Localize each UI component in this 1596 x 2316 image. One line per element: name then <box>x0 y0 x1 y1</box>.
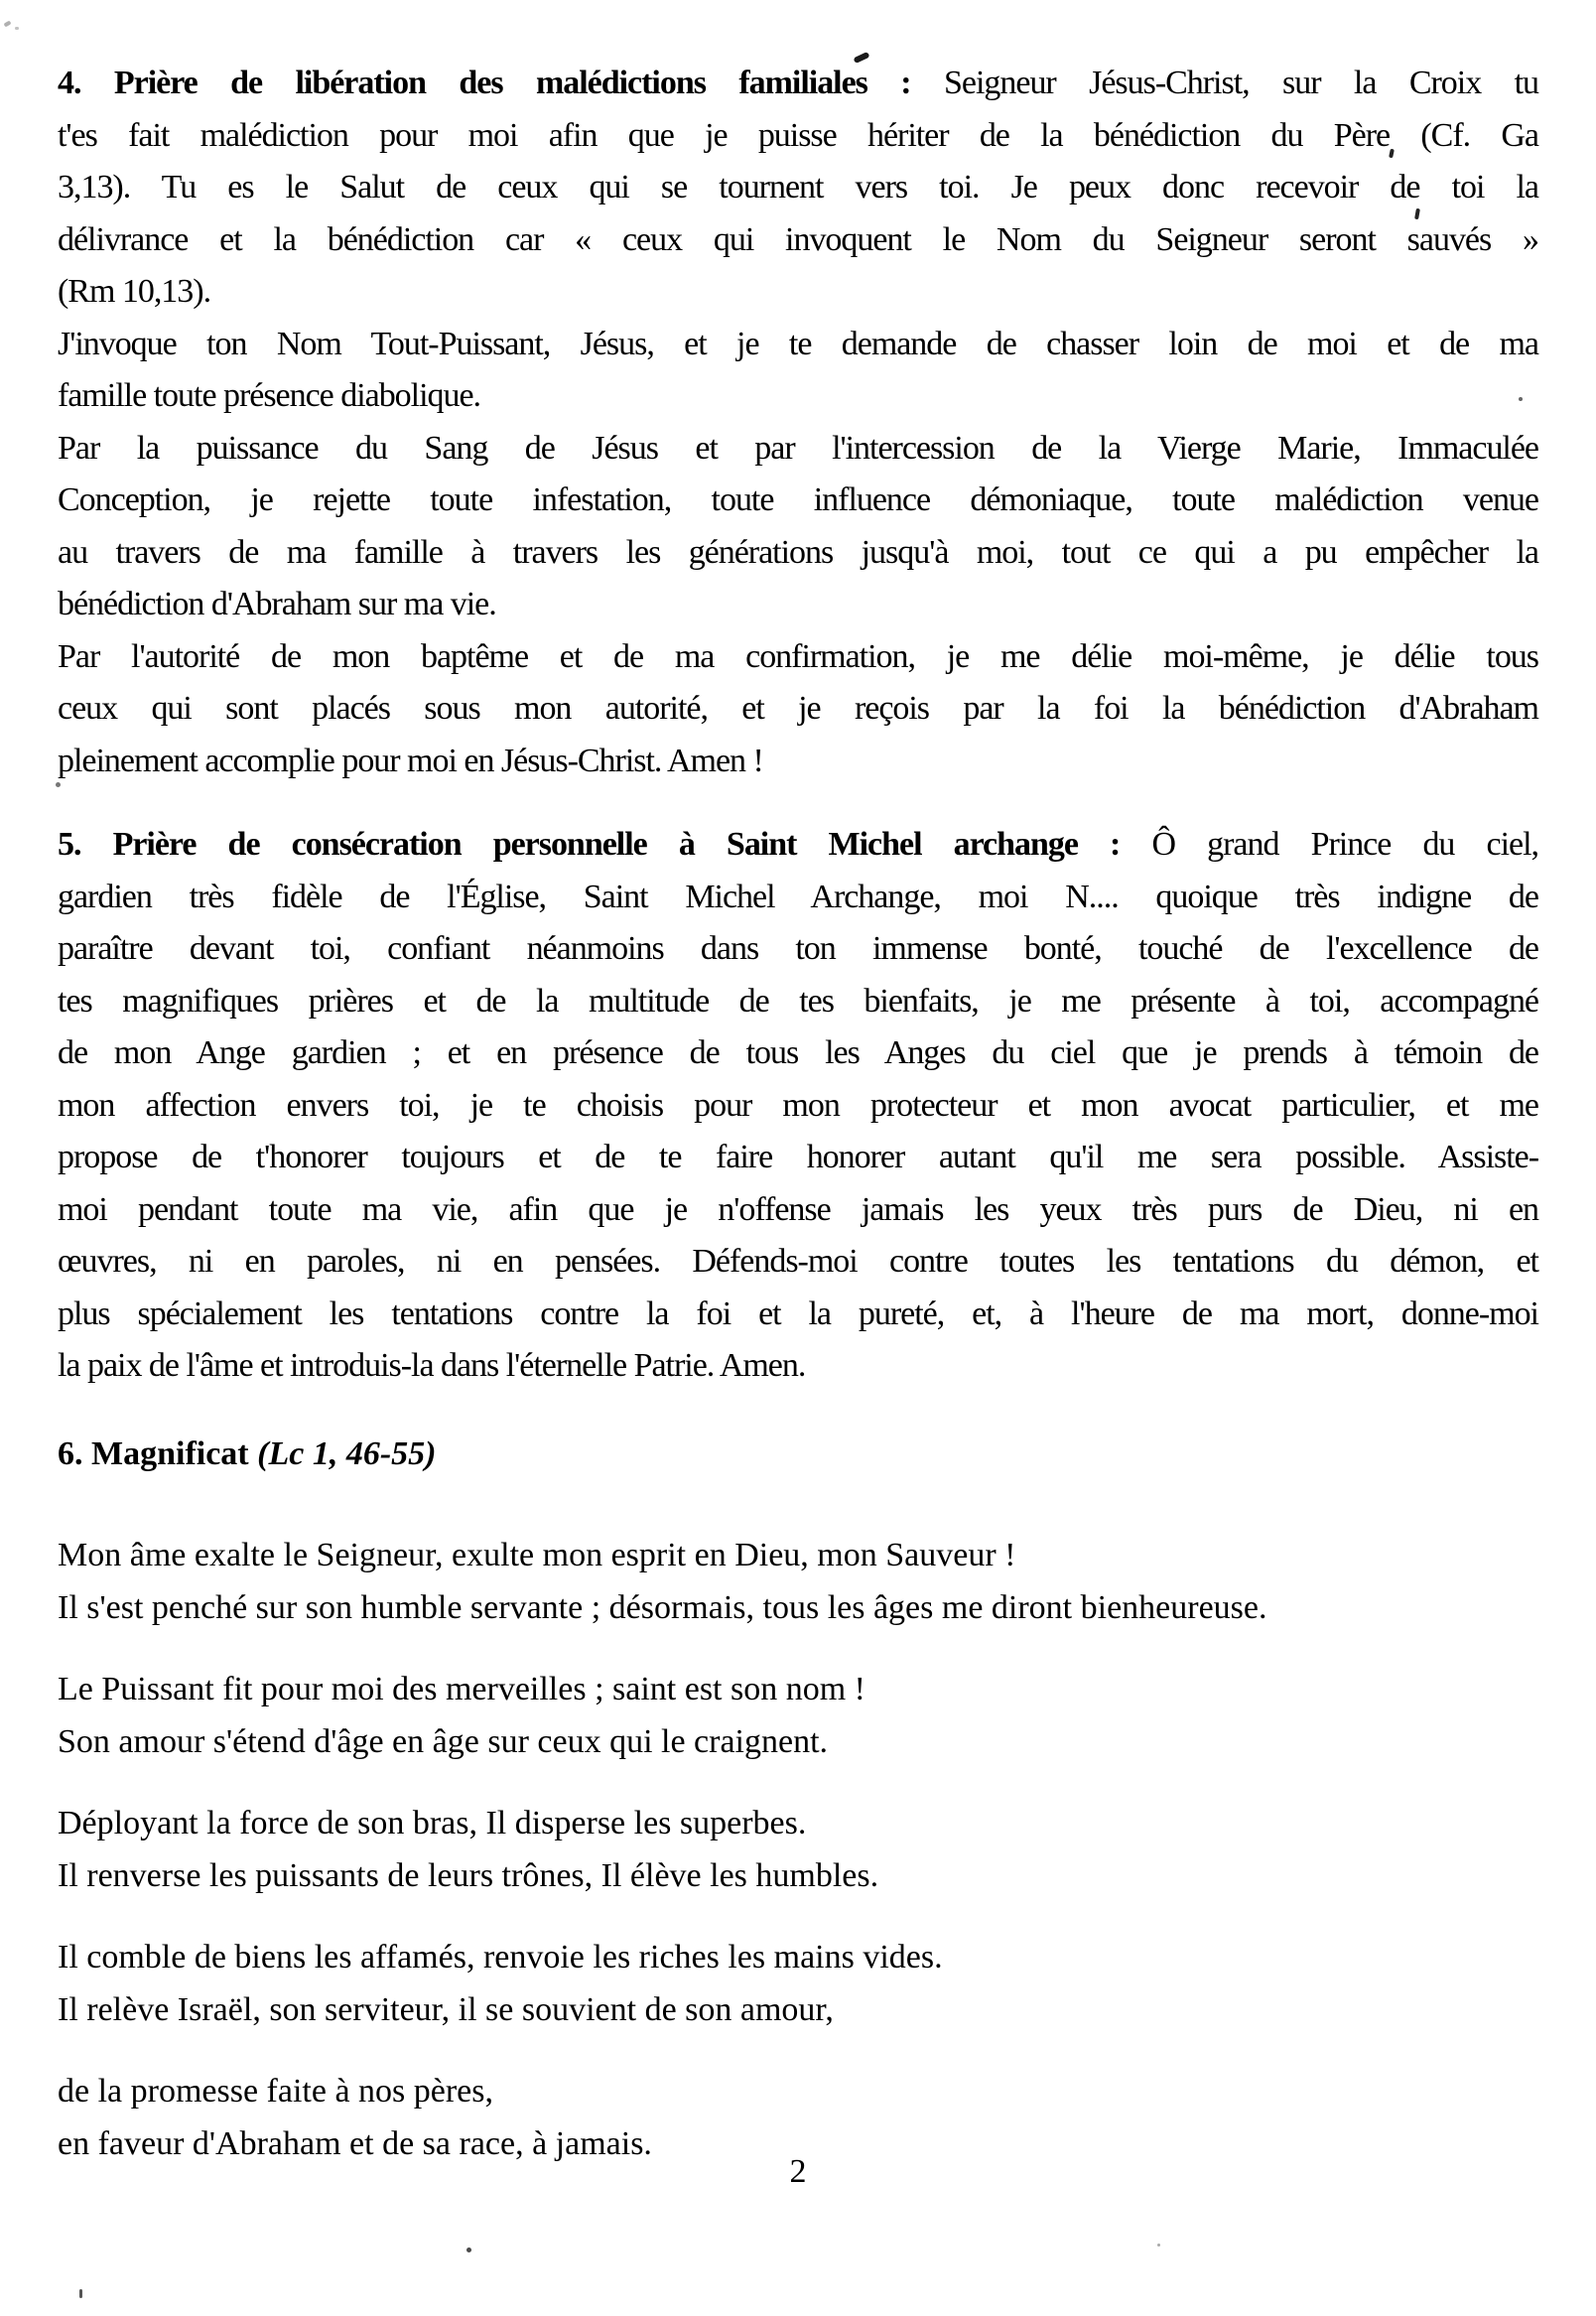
verse-line: Il comble de biens les affamés, renvoie les riches les mains vides. <box>58 1939 943 1975</box>
text-run: pleinement accomplie pour moi en Jésus-Christ. Amen ! <box>58 742 763 779</box>
text-line <box>58 58 1538 110</box>
verse-line: Le Puissant fit pour moi des merveilles ; saint est son nom ! <box>58 1671 866 1707</box>
text-run: la paix de l'âme et introduis-la dans l'éternelle Patrie. Amen. <box>58 1347 806 1384</box>
text-line <box>58 683 1538 736</box>
text-run: Ô grand Prince du ciel, <box>1120 826 1538 863</box>
text-run: de mon Ange gardien ; et en présence de tous les Anges du ciel que je prends à témoin de <box>58 1034 1538 1071</box>
text-line <box>58 1289 1538 1341</box>
magnificat-stanza <box>58 1932 1538 2036</box>
scan-speck <box>79 2289 82 2298</box>
text-line <box>58 819 1538 872</box>
text-line <box>58 976 1538 1028</box>
text-run: 6. Magnificat <box>58 1434 258 1472</box>
text-line <box>58 1184 1538 1237</box>
prayer-paragraph <box>58 819 1538 1393</box>
text-line <box>58 110 1538 163</box>
text-line <box>58 162 1538 214</box>
scan-speck <box>466 2248 471 2252</box>
scan-speck <box>15 27 19 30</box>
text-run: bénédiction d'Abraham sur ma vie. <box>58 586 496 622</box>
text-line <box>58 527 1538 580</box>
verse-line: Il s'est penché sur son humble servante ; désormais, tous les âges me diront bienheureuse. <box>58 1588 1267 1626</box>
text-line <box>58 1027 1538 1080</box>
section-heading <box>58 1429 1538 1481</box>
text-run: tes magnifiques prières et de la multitude de tes bienfaits, je me présente à toi, accompagné <box>58 982 1538 1020</box>
verse-line: Il relève Israël, son serviteur, il se souvient de son amour, <box>58 1990 834 2028</box>
section-magnificat <box>58 1429 1538 2171</box>
text-run: famille toute présence diabolique. <box>58 377 481 414</box>
text-line <box>58 370 1538 423</box>
text-run: Par l'autorité de mon baptême et de ma confirmation, je me délie moi-même, je délie tous <box>58 637 1538 675</box>
verse-line: Son amour s'étend d'âge en âge sur ceux qui le craignent. <box>58 1722 829 1760</box>
text-run: plus spécialement les tentations contre la foi et la pureté, et, à l'heure de ma mort, donne-moi <box>58 1294 1538 1332</box>
text-line <box>58 266 1538 319</box>
text-line <box>58 1236 1538 1289</box>
section-priere-de-liberation <box>58 58 1538 787</box>
text-run: propose de t'honorer toujours et de te faire honorer autant qu'il me sera possible. Assiste- <box>58 1139 1538 1175</box>
text-line <box>58 475 1538 527</box>
verse-line: Il renverse les puissants de leurs trônes, Il élève les humbles. <box>58 1856 879 1894</box>
magnificat-stanza <box>58 1530 1538 1634</box>
text-run: mon affection envers toi, je te choisis pour mon protecteur et mon avocat particulier, et me <box>58 1086 1538 1124</box>
page-number: 2 <box>789 2153 807 2190</box>
text-run: œuvres, ni en paroles, ni en pensées. Défends-moi contre toutes les tentations du démon, et <box>58 1243 1538 1280</box>
text-run: J'invoque ton Nom Tout-Puissant, Jésus, et je te demande de chasser loin de moi et de ma <box>58 325 1538 362</box>
text-run: t'es fait malédiction pour moi afin que je puisse hériter de la bénédiction du Père (Cf. Ga <box>58 116 1538 154</box>
text-run: (Lc 1, 46-55) <box>257 1434 437 1472</box>
text-line <box>58 1132 1538 1184</box>
verse-line: Déployant la force de son bras, Il disperse les superbes. <box>58 1805 807 1841</box>
prayer-paragraph <box>58 631 1538 788</box>
text-run: moi pendant toute ma vie, afin que je n'offense jamais les yeux très purs de Dieu, ni en <box>58 1190 1538 1228</box>
scan-speck <box>3 21 11 28</box>
verse-line: de la promesse faite à nos pères, <box>58 2073 493 2110</box>
text-run: au travers de ma famille à travers les générations jusqu'à moi, tout ce qui a pu empêcher la <box>58 533 1538 571</box>
text-run: 4. Prière de libération des malédictions familiales : <box>58 65 911 101</box>
text-run: Par la puissance du Sang de Jésus et par l'intercession de la Vierge Marie, Immaculée <box>58 429 1538 467</box>
text-run: 3,13). Tu es le Salut de ceux qui se tournent vers toi. Je peux donc recevoir de toi la <box>58 169 1538 205</box>
text-run: ceux qui sont placés sous mon autorité, et je reçois par la foi la bénédiction d'Abraham <box>58 690 1538 727</box>
magnificat-stanza <box>58 1664 1538 1768</box>
text-run: Seigneur Jésus-Christ, sur la Croix tu <box>910 65 1538 101</box>
text-line <box>58 1340 1538 1393</box>
text-line <box>58 923 1538 976</box>
text-line <box>58 736 1538 788</box>
prayer-paragraph <box>58 423 1538 631</box>
scan-speck <box>1157 2244 1160 2247</box>
text-line <box>58 423 1538 476</box>
magnificat-stanza <box>58 1798 1538 1902</box>
text-line <box>58 214 1538 267</box>
verse-line: Mon âme exalte le Seigneur, exulte mon esprit en Dieu, mon Sauveur ! <box>58 1537 1016 1573</box>
text-line <box>58 579 1538 631</box>
text-run: délivrance et la bénédiction car « ceux qui invoquent le Nom du Seigneur seront sauvés » <box>58 220 1538 258</box>
text-run: 5. Prière de consécration personnelle à Saint Michel archange : <box>58 826 1121 863</box>
section-priere-de-consecration <box>58 819 1538 1393</box>
text-line <box>58 319 1538 371</box>
text-run: gardien très fidèle de l'Église, Saint Michel Archange, moi N.... quoique très indigne de <box>58 878 1538 915</box>
prayer-paragraph <box>58 58 1538 319</box>
text-line <box>58 631 1538 684</box>
verse-line: en faveur d'Abraham et de sa race, à jamais. <box>58 2124 652 2162</box>
text-line <box>58 1080 1538 1133</box>
text-run: paraître devant toi, confiant néanmoins dans ton immense bonté, touché de l'excellence de <box>58 930 1538 967</box>
text-run: Conception, je rejette toute infestation, toute influence démoniaque, toute malédiction venue <box>58 481 1538 518</box>
prayer-paragraph <box>58 319 1538 423</box>
text-line <box>58 872 1538 924</box>
text-run: (Rm 10,13). <box>58 273 211 310</box>
prayer-text <box>58 58 1538 2170</box>
